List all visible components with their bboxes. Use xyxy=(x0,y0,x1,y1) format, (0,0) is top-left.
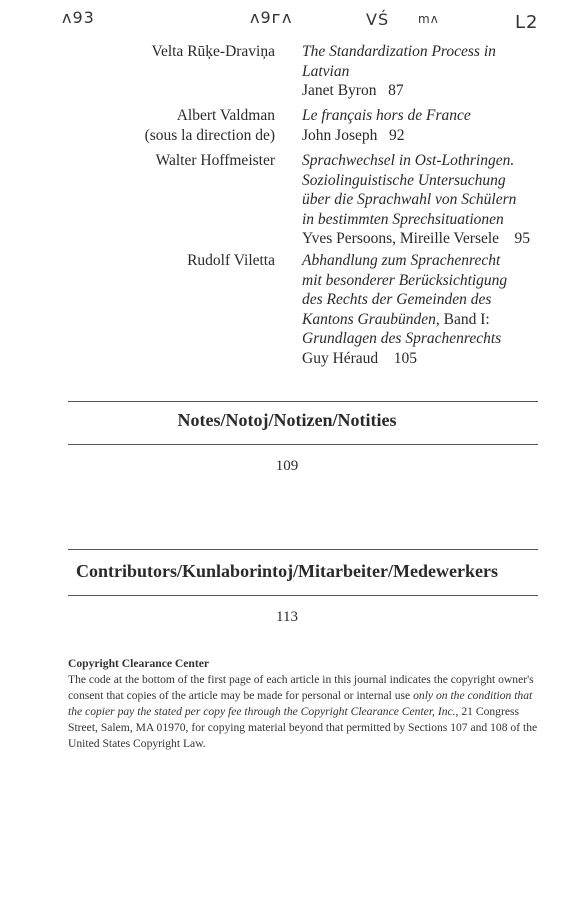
reviewer-line xyxy=(302,229,552,249)
contributors-page-number: 113 xyxy=(276,609,298,625)
book-title-line: Abhandlung zum Sprachenrecht xyxy=(302,252,501,269)
handwritten-mark-5: L2 xyxy=(515,12,539,33)
notes-page-number: 109 xyxy=(275,458,299,474)
review-author: Walter Hoffmeister xyxy=(155,152,275,169)
review-author: Rudolf Viletta xyxy=(187,252,275,269)
page-number: 95 xyxy=(514,230,531,247)
book-title-line: Kantons Graubünden, Band I: xyxy=(302,310,490,328)
reviewer-line xyxy=(302,81,552,101)
copyright-text: The code at the bottom of the first page of each article in this journal indicates the copyright owner's consent that copies of the article may be made for personal or internal use xyxy=(68,673,534,702)
review-body xyxy=(302,106,552,145)
review-author: Velta Rūķe-Draviņa xyxy=(151,43,275,60)
copyright-title: Copyright Clearance Center xyxy=(68,657,210,670)
book-title-line: The Standardization Process in xyxy=(302,43,496,60)
review-author: Albert Valdman (sous la direction de) xyxy=(144,107,275,144)
divider xyxy=(68,401,538,402)
reviewer-name: Janet Byron xyxy=(302,82,377,99)
book-title-line: Grundlagen des Sprachenrechts xyxy=(302,330,502,347)
book-title-line: über die Sprachwahl von Schülern xyxy=(302,191,517,208)
reviewer-name: Yves Persoons, Mireille Versele xyxy=(302,230,500,247)
review-body xyxy=(302,251,552,368)
page-number: 92 xyxy=(388,126,405,144)
divider xyxy=(68,549,538,550)
review-body xyxy=(302,42,552,101)
book-title-line: mit besonderer Berücksichtigung xyxy=(302,271,508,289)
copyright-text-italic: only on the condition that the copier pay the stated per copy fee through the Copyright Clearance Center, Inc. xyxy=(68,689,533,718)
book-title-line: Latvian xyxy=(302,62,350,80)
handwritten-mark-2: ᴧ9ᴦᴧ xyxy=(250,8,293,27)
notes-heading: Notes/Notoj/Notizen/Notities xyxy=(177,410,397,430)
book-title-line: des Rechts der Gemeinden des xyxy=(302,291,492,308)
divider xyxy=(68,444,538,445)
contributors-heading: Contributors/Kunlaborintoj/Mitarbeiter/Medewerkers xyxy=(76,561,498,581)
divider xyxy=(68,595,538,596)
page-number: 105 xyxy=(393,349,417,367)
book-title-line: Le français hors de France xyxy=(302,107,471,124)
review-body xyxy=(302,151,552,249)
book-title-line: in bestimmten Sprechsituationen xyxy=(302,210,504,228)
handwritten-mark-3: VŚ xyxy=(366,10,390,29)
book-title-line: Soziolinguistische Untersuchung xyxy=(302,171,506,189)
copyright-notice xyxy=(68,656,538,752)
reviewer-name: Guy Héraud xyxy=(302,349,379,367)
handwritten-mark-1: ᴧ93 xyxy=(62,8,95,27)
reviewer-name: John Joseph xyxy=(302,126,378,144)
handwritten-mark-4: mᴧ xyxy=(418,12,439,26)
reviewer-line xyxy=(302,126,552,146)
reviewer-line xyxy=(302,349,552,369)
page-number: 87 xyxy=(388,82,404,99)
copyright-text: , 21 Congress Street, Salem, MA 01970, for copying material beyond that permitted by Sections 107 and 108 of the United States Copyright Law. xyxy=(68,705,538,750)
book-title-line: Sprachwechsel in Ost-Lothringen. xyxy=(302,152,515,169)
